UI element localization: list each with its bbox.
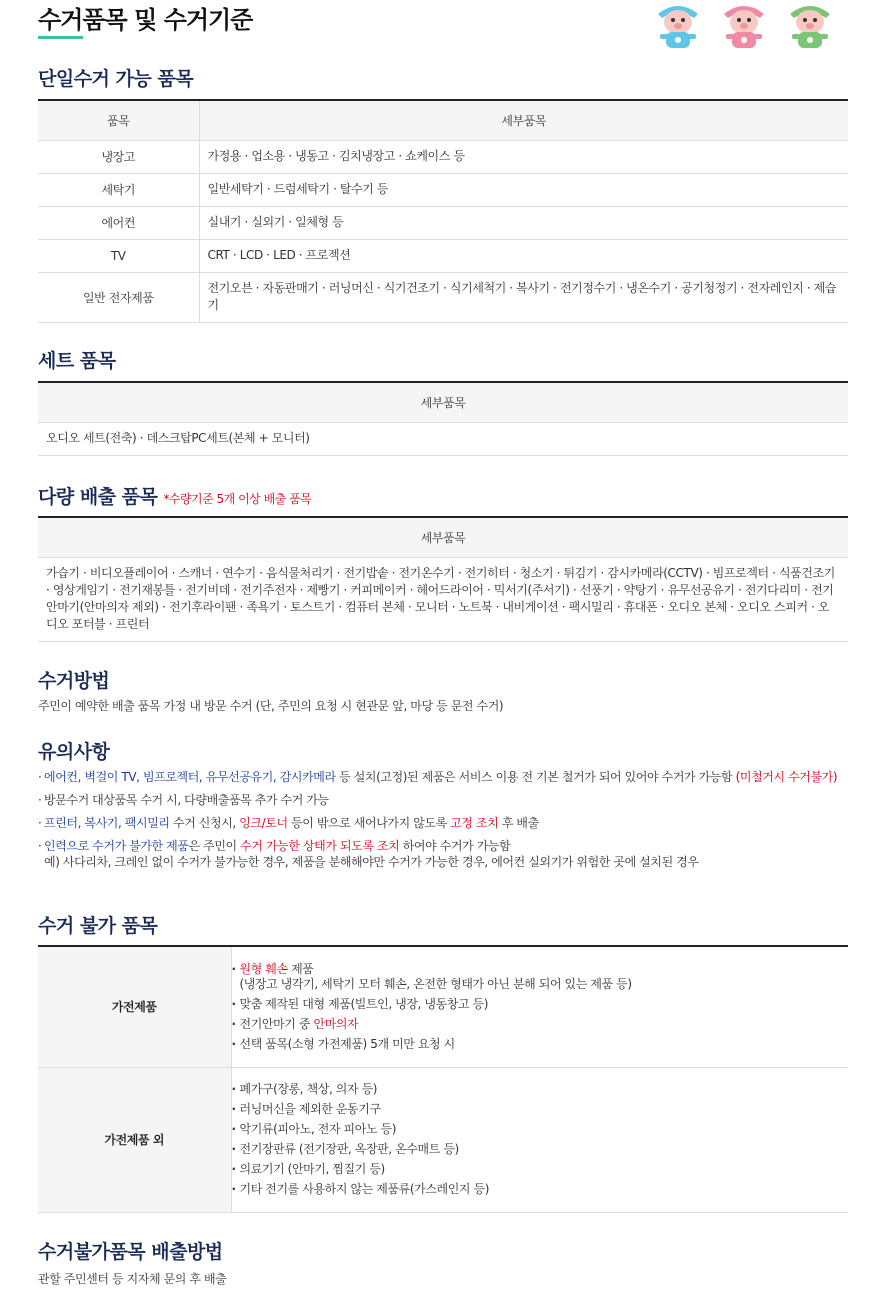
bulk-quantity-note: *수량기준 5개 이상 배출 품목: [163, 492, 312, 506]
list-item: · 의료기기 (안마기, 찜질기 등): [232, 1162, 849, 1177]
caution-item: [38, 838, 848, 870]
disposal-section-title: 수거불가품목 배출방법: [38, 1241, 223, 1263]
table-header-row: [38, 100, 848, 140]
set-items-table: [38, 381, 848, 456]
list-item: · 맞춤 제작된 대형 제품(빌트인, 냉장, 냉동창고 등): [232, 997, 849, 1012]
table-row: [38, 239, 848, 272]
row-item: 냉장고: [38, 140, 199, 173]
page-title: 수거품목 및 수거기준: [38, 6, 253, 34]
caution-section-title: 유의사항: [38, 741, 110, 763]
item-warning: 안마의자: [313, 1016, 359, 1031]
table-row: [38, 173, 848, 206]
mascot-blue-icon: [650, 0, 706, 50]
col-header-item: 품목: [38, 100, 199, 140]
list-item: · 러닝머신을 제외한 운동기구: [232, 1102, 849, 1117]
caution-text: 등이 밖으로 새어나가지 않도록: [287, 816, 451, 830]
caution-text: 은 주민이: [188, 839, 241, 853]
row-detail: CRT · LCD · LED · 프로젝션: [199, 239, 848, 272]
list-item: · 악기류(피아노, 전자 피아노 등): [232, 1122, 849, 1137]
list-item: · 기타 전기를 사용하지 않는 제품류(가스레인지 등): [232, 1182, 849, 1197]
caution-warning: (미철거시 수거불가): [735, 770, 838, 784]
table-row: [38, 422, 848, 455]
row-item: 세탁기: [38, 173, 199, 206]
caution-warning: 고정 조치: [450, 816, 499, 830]
caution-text: 방문수거 대상품목 수거 시, 다량배출품목 추가 수거 가능: [44, 793, 329, 807]
title-underline: [38, 36, 83, 39]
col-header-detail: 세부품목: [199, 100, 848, 140]
caution-example: 예) 사다리차, 크레인 없이 수거가 불가능한 경우, 제품을 분해해야만 수거가 가능한 경우, 에어컨 실외기가 위험한 곳에 설치된 경우: [44, 855, 699, 869]
caution-text: 수거 신청시,: [169, 816, 240, 830]
method-text: 주민이 예약한 배출 품목 가정 내 방문 수거 (단, 주민의 요청 시 현관문 앞, 마당 등 문전 수거): [38, 699, 504, 713]
row-detail: 전기오븐 · 자동판매기 · 러닝머신 · 식기건조기 · 식기세척기 · 복사기 · 전기정수기 · 냉온수기 · 공기청정기 · 전자레인지 · 제습기: [199, 272, 848, 322]
row-detail: 일반세탁기 · 드럼세탁기 · 탈수기 등: [199, 173, 848, 206]
list-item: · 전기장판류 (전기장판, 옥장판, 온수매트 등): [232, 1142, 849, 1157]
bulk-section-title: [38, 482, 311, 509]
item-text: 제품: [287, 961, 314, 976]
single-items-table: [38, 99, 848, 323]
not-collected-section-title: 수거 불가 품목: [38, 915, 158, 937]
caution-warning: 잉크/토너: [239, 816, 288, 830]
caution-highlight: 에어컨, 벽걸이 TV, 빔프로젝터, 유무선공유기, 감시카메라: [44, 770, 336, 784]
table-row: [38, 946, 848, 1067]
method-section-title: 수거방법: [38, 670, 110, 692]
list-item: [232, 1017, 849, 1032]
caution-text: 후 배출: [498, 816, 539, 830]
table-header-row: [38, 517, 848, 557]
caution-item: [38, 815, 848, 831]
col-header-detail: 세부품목: [38, 517, 848, 557]
single-section-title: 단일수거 가능 품목: [38, 68, 194, 90]
row-detail: 오디오 세트(전축) · 데스크탑PC세트(본체 + 모니터): [38, 422, 848, 455]
table-row: [38, 557, 848, 641]
table-header-row: [38, 382, 848, 422]
row-item: 에어컨: [38, 206, 199, 239]
category-label: 가전제품: [38, 946, 231, 1067]
list-item: [232, 962, 849, 992]
caution-text: 하여야 수거가 가능함: [399, 839, 511, 853]
category-label: 가전제품 외: [38, 1067, 231, 1212]
item-subtext: (냉장고 냉각기, 세탁기 모터 훼손, 온전한 형태가 아닌 분해 되어 있는 제품 등): [239, 976, 632, 991]
table-row: [38, 206, 848, 239]
col-header-detail: 세부품목: [38, 382, 848, 422]
row-detail: 실내기 · 실외기 · 일체형 등: [199, 206, 848, 239]
mascot-green-icon: [782, 0, 838, 50]
table-row: [38, 140, 848, 173]
caution-highlight: 프린터, 복사기, 팩시밀리: [44, 816, 170, 830]
category-items: [231, 1067, 848, 1212]
row-item: 일반 전자제품: [38, 272, 199, 322]
caution-list: [38, 769, 848, 877]
item-warning: 원형 훼손: [239, 961, 288, 976]
table-row: [38, 272, 848, 322]
caution-highlight: 인력으로 수거가 불가한 제품: [44, 839, 189, 853]
caution-text: 등 설치(고정)된 제품은 서비스 이용 전 기본 철거가 되어 있어야 수거가 가능함: [335, 770, 736, 784]
category-items: [231, 946, 848, 1067]
caution-item: [38, 792, 848, 808]
row-item: TV: [38, 239, 199, 272]
disposal-text: 관할 주민센터 등 지자체 문의 후 배출: [38, 1272, 227, 1286]
list-item: · 폐가구(장롱, 책상, 의자 등): [232, 1082, 849, 1097]
item-text: 전기안마기 중: [239, 1016, 314, 1031]
table-row: [38, 1067, 848, 1212]
mascot-pink-icon: [716, 0, 772, 50]
caution-warning: 수거 가능한 상태가 되도록 조치: [240, 839, 400, 853]
row-detail: 가습기 · 비디오플레이어 · 스캐너 · 연수기 · 음식물처리기 · 전기밥솥 · 전기온수기 · 전기히터 · 청소기 · 튀김기 · 감시카메라(CCTV) · 빔프로젝터 · 식품건조기 · 영상게임기 · 전기재봉틀 · 전기비데 · 전기주전자 · 제빵기 · 커피메이커 · 헤어드라이어 · 믹서기(주서기) · 선풍기 · 약탕기 · 유무선공유기 · 전기다리미 · 전기안마기(안마의자 제외) · 전기후라이팬 · 족욕기 · 토스트기 · 컴퓨터 본체 · 모니터 · 노트북 · 내비게이션 · 팩시밀리 · 휴대폰 · 오디오 본체 · 오디오 스피커 · 오디오 포터블 · 프린터: [38, 557, 848, 641]
bulk-items-table: [38, 516, 848, 642]
row-detail: 가정용 · 업소용 · 냉동고 · 김치냉장고 · 쇼케이스 등: [199, 140, 848, 173]
caution-item: [38, 769, 848, 785]
not-collected-table: [38, 945, 848, 1213]
list-item: · 선택 품목(소형 가전제품) 5개 미만 요청 시: [232, 1037, 849, 1052]
mascot-group: [650, 0, 840, 50]
set-section-title: 세트 품목: [38, 350, 116, 372]
bulk-title-text: 다량 배출 품목: [38, 486, 158, 508]
